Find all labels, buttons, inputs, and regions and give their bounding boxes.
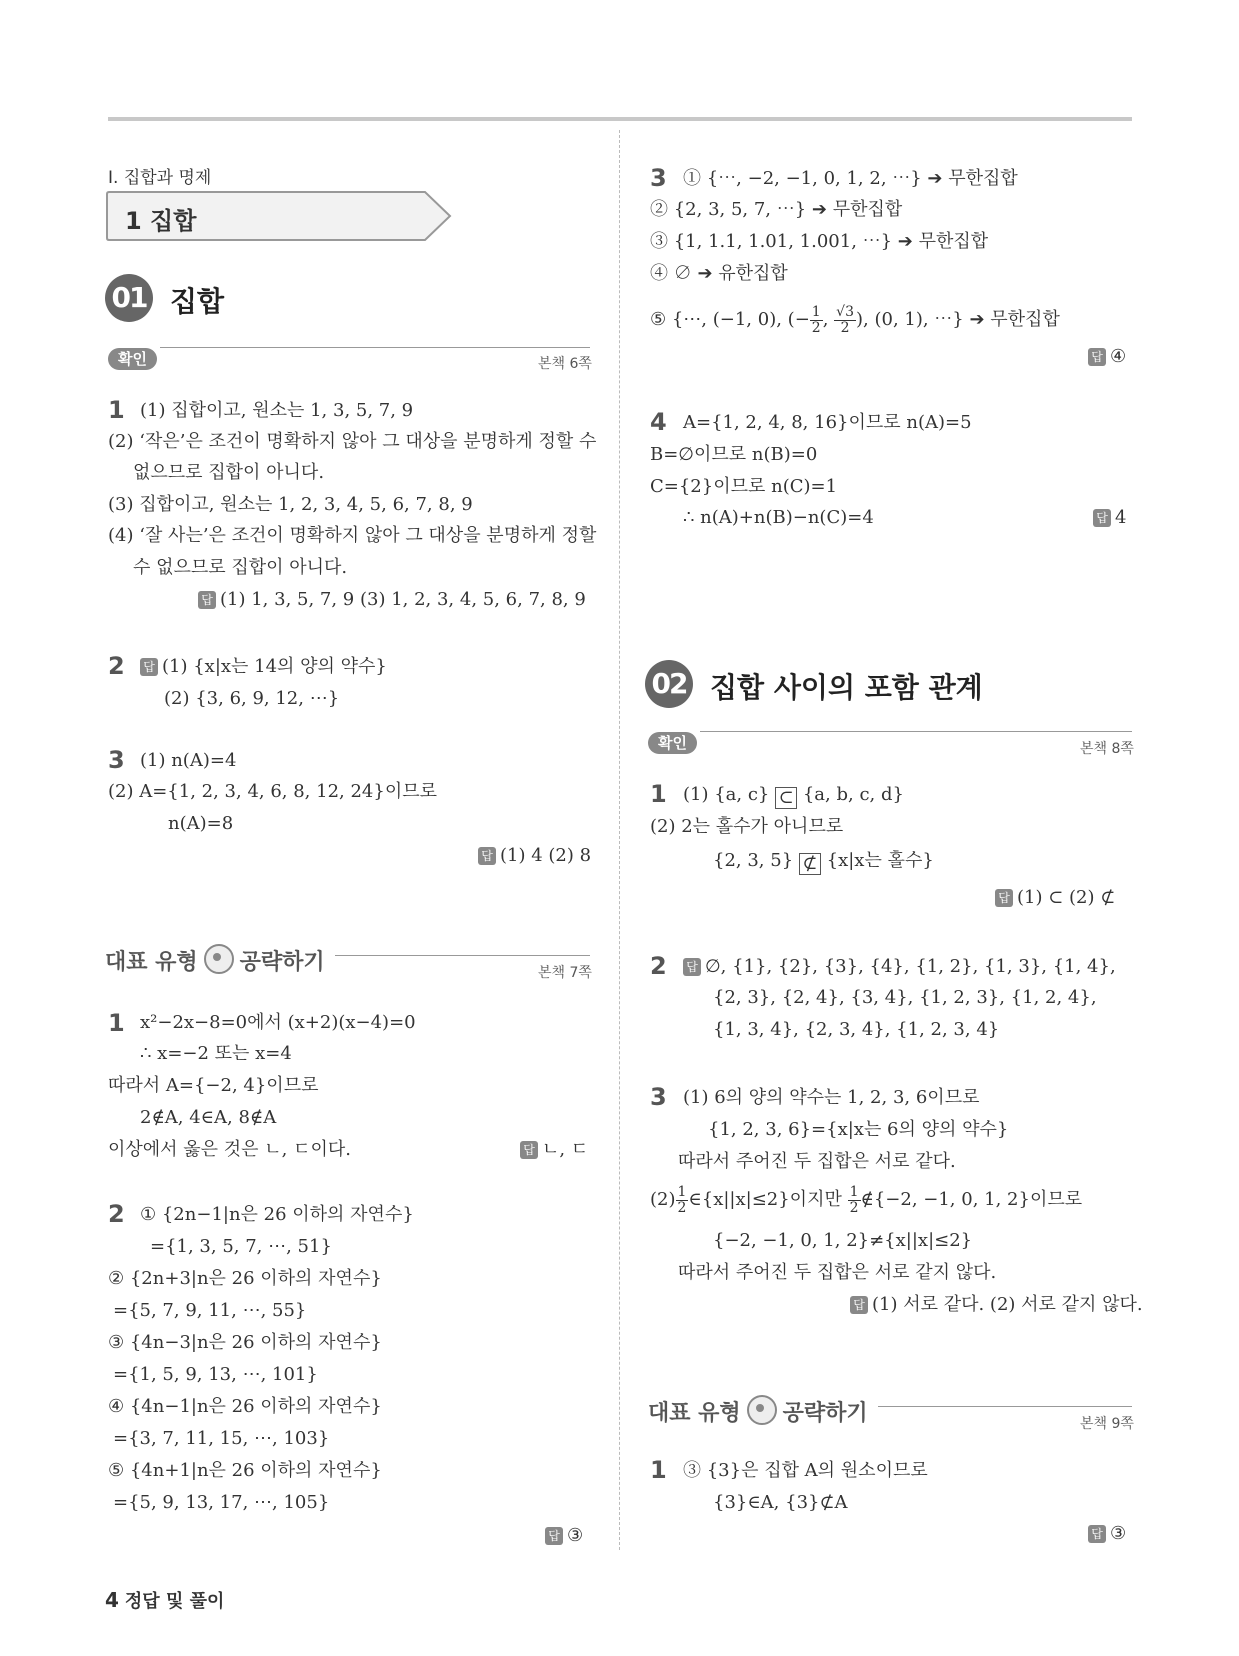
question-number: 2 (108, 1200, 125, 1228)
section-rule (160, 347, 590, 348)
solution-line: ∴ n(A)+n(B)−n(C)=4 (683, 507, 874, 528)
answer-icon: 답 (683, 958, 701, 976)
answer-icon: 답 (1088, 1525, 1106, 1543)
solution-line: ⑤ {4n+1|n은 26 이하의 자연수} (108, 1460, 382, 1481)
question-number: 4 (650, 408, 667, 436)
question-number: 3 (108, 746, 125, 774)
expr-part: ∈{x||x|≤2}이지만 (688, 1189, 842, 1210)
question-number: 1 (108, 396, 125, 424)
fraction (676, 1185, 689, 1216)
type-heading (105, 944, 325, 976)
question-number: 3 (650, 164, 667, 192)
answer-line (1088, 1523, 1126, 1545)
type-heading (648, 1395, 868, 1427)
page-footer (105, 1587, 224, 1613)
expr-part: ∉{−2, −1, 0, 1, 2}이므로 (860, 1189, 1083, 1210)
type-heading-post: 공략하기 (239, 950, 325, 975)
check-pill: 확인 (648, 732, 697, 754)
answer-line (1093, 507, 1126, 529)
solution-line: 따라서 A={−2, 4}이므로 (108, 1075, 319, 1096)
answer-icon: 답 (1093, 509, 1111, 527)
answer-icon: 답 (1088, 348, 1106, 366)
solution-line: ={5, 9, 13, 17, ⋯, 105} (113, 1492, 330, 1513)
answer-text: (1) 4 (2) 8 (500, 845, 592, 866)
solution-line (650, 302, 1060, 338)
type-heading-pre: 대표 유형 (648, 1401, 741, 1426)
page-number: 4 (105, 1588, 119, 1612)
denominator: 2 (849, 1199, 859, 1216)
solution-line: (1) n(A)=4 (140, 750, 237, 771)
solution-line: ③ {1, 1.1, 1.01, 1.001, ⋯} ➔ 무한집합 (650, 231, 989, 252)
solution-line: ③ {3}은 집합 A의 원소이므로 (683, 1460, 928, 1481)
answer-icon: 답 (140, 658, 158, 676)
chapter-label: Ⅰ. 집합과 명제 (108, 168, 212, 188)
expr-part: {2, 3, 5} (713, 850, 794, 871)
answer-icon: 답 (520, 1141, 538, 1159)
answer-text: (1) {x|x는 14의 양의 약수} (162, 656, 387, 677)
fraction (848, 1185, 861, 1216)
solution-line: ={1, 3, 5, 7, ⋯, 51} (150, 1236, 332, 1257)
solution-line: ① {⋯, −2, −1, 0, 1, 2, ⋯} ➔ 무한집합 (683, 168, 1018, 189)
type-rule (335, 955, 590, 956)
answer-text: {1, 3, 4}, {2, 3, 4}, {1, 2, 3, 4} (713, 1019, 1000, 1040)
section-title: 집합 사이의 포함 관계 (710, 671, 983, 704)
solution-line: (3) 집합이고, 원소는 1, 2, 3, 4, 5, 6, 7, 8, 9 (108, 494, 473, 515)
answer-line (198, 589, 586, 611)
top-rule (108, 117, 1132, 121)
section-rule (700, 731, 1132, 732)
expr-part: {a, b, c, d} (802, 784, 904, 805)
solution-line: {−2, −1, 0, 1, 2}≠{x||x|≤2} (713, 1230, 973, 1251)
numerator: √3 (836, 303, 854, 320)
answer-text: (1) 서로 같다. (2) 서로 같지 않다. (872, 1294, 1143, 1315)
section-number-badge: 02 (645, 660, 693, 708)
expr-part: ⑤ {⋯, (−1, 0), (− (650, 309, 810, 330)
solution-line (650, 1182, 1082, 1218)
answer-line (683, 956, 1116, 978)
answer-line (1088, 346, 1126, 368)
solution-line: {1, 2, 3, 6}={x|x는 6의 양의 약수} (708, 1119, 1009, 1140)
section-title: 집합 (170, 285, 225, 318)
question-number: 1 (650, 780, 667, 808)
solution-line: B=∅이므로 n(B)=0 (650, 444, 818, 465)
fraction (810, 305, 823, 336)
denominator: 2 (840, 319, 850, 336)
solution-line: 따라서 주어진 두 집합은 서로 같지 않다. (678, 1262, 997, 1283)
solution-line: C={2}이므로 n(C)=1 (650, 476, 838, 497)
answer-box: ⊂ (775, 787, 797, 809)
trophy-icon (747, 1395, 777, 1425)
solution-line: (2) 2는 홀수가 아니므로 (650, 816, 844, 837)
solution-line: (4) ‘잘 사는’은 조건이 명확하지 않아 그 대상을 분명하게 정할 (108, 525, 597, 546)
solution-line: (2) A={1, 2, 3, 4, 6, 8, 12, 24}이므로 (108, 781, 437, 802)
denominator: 2 (677, 1199, 687, 1216)
page-reference: 본책 7쪽 (538, 965, 592, 981)
solution-line (713, 850, 934, 875)
answer-line (478, 845, 591, 867)
question-number: 2 (108, 652, 125, 680)
solution-line: ③ {4n−3|n은 26 이하의 자연수} (108, 1332, 382, 1353)
expr-part: ), (0, 1), ⋯} ➔ 무한집합 (856, 309, 1060, 330)
solution-line: 수 없으므로 집합이 아니다. (133, 557, 348, 578)
solution-line: ={1, 5, 9, 13, ⋯, 101} (113, 1364, 318, 1385)
answer-text: ③ (1110, 1523, 1127, 1544)
type-rule (878, 1406, 1132, 1407)
answer-text: ㄴ, ㄷ (542, 1139, 589, 1160)
solution-line: A={1, 2, 4, 8, 16}이므로 n(A)=5 (683, 412, 972, 433)
solution-line (683, 784, 904, 809)
solution-line: n(A)=8 (168, 813, 234, 834)
solution-line: 2∉A, 4∈A, 8∉A (140, 1107, 277, 1128)
page-reference: 본책 9쪽 (1080, 1416, 1134, 1432)
numerator: 1 (849, 1183, 859, 1200)
solution-line: ={5, 7, 9, 11, ⋯, 55} (113, 1300, 307, 1321)
answer-line (545, 1525, 583, 1547)
numerator: 1 (677, 1183, 687, 1200)
solution-line: 따라서 주어진 두 집합은 서로 같다. (678, 1151, 956, 1172)
expr-part: (2) (650, 1189, 676, 1210)
solution-line: ④ ∅ ➔ 유한집합 (650, 263, 788, 284)
answer-icon: 답 (478, 847, 496, 865)
question-number: 1 (108, 1009, 125, 1037)
numerator: 1 (811, 303, 821, 320)
type-heading-pre: 대표 유형 (105, 950, 198, 975)
answer-text: 4 (1115, 507, 1127, 528)
solution-line: ∴ x=−2 또는 x=4 (140, 1043, 292, 1064)
solution-line: 없으므로 집합이 아니다. (133, 462, 325, 483)
answer-text: ∅, {1}, {2}, {3}, {4}, {1, 2}, {1, 3}, {1, 4}, (705, 956, 1116, 977)
answer-text: ③ (567, 1525, 584, 1546)
answer-icon: 답 (850, 1296, 868, 1314)
solution-line: ① {2n−1|n은 26 이하의 자연수} (140, 1204, 414, 1225)
solution-line: (1) 집합이고, 원소는 1, 3, 5, 7, 9 (140, 400, 414, 421)
fraction (834, 305, 856, 336)
answer-line (850, 1294, 1143, 1316)
question-number: 1 (650, 1456, 667, 1484)
solution-line: ④ {4n−1|n은 26 이하의 자연수} (108, 1396, 382, 1417)
answer-text: ④ (1110, 346, 1127, 367)
page-reference: 본책 6쪽 (538, 356, 592, 372)
solution-line: ② {2n+3|n은 26 이하의 자연수} (108, 1268, 382, 1289)
answer-text: (2) {3, 6, 9, 12, ⋯} (164, 688, 340, 709)
expr-part: , (822, 309, 829, 330)
solution-line: {3}∈A, {3}⊄A (713, 1492, 848, 1513)
expr-part: (1) {a, c} (683, 784, 770, 805)
question-number: 2 (650, 952, 667, 980)
solution-line: (1) 6의 양의 약수는 1, 2, 3, 6이므로 (683, 1087, 980, 1108)
chapter-title: 1 집합 (125, 207, 197, 235)
check-pill: 확인 (108, 348, 157, 370)
answer-icon: 답 (995, 889, 1013, 907)
column-divider (619, 130, 620, 1550)
question-number: 3 (650, 1083, 667, 1111)
answer-icon: 답 (545, 1527, 563, 1545)
footer-label: 정답 및 풀이 (124, 1591, 225, 1612)
answer-text: {2, 3}, {2, 4}, {3, 4}, {1, 2, 3}, {1, 2, 4}, (713, 987, 1097, 1008)
trophy-icon (204, 944, 234, 974)
denominator: 2 (811, 319, 821, 336)
solution-line: 이상에서 옳은 것은 ㄴ, ㄷ이다. (108, 1139, 351, 1160)
answer-line (520, 1139, 588, 1161)
answer-text: (1) 1, 3, 5, 7, 9 (3) 1, 2, 3, 4, 5, 6, 7, 8, 9 (220, 589, 586, 610)
section-number-badge: 01 (105, 274, 153, 322)
answer-box: ⊄ (799, 853, 821, 875)
solution-line: x²−2x−8=0에서 (x+2)(x−4)=0 (140, 1012, 416, 1033)
solution-line: ② {2, 3, 5, 7, ⋯} ➔ 무한집합 (650, 199, 903, 220)
solution-line: (2) ‘작은’은 조건이 명확하지 않아 그 대상을 분명하게 정할 수 (108, 431, 597, 452)
answer-icon: 답 (198, 591, 216, 609)
answer-text: (1) ⊂ (2) ⊄ (1017, 887, 1116, 908)
answer-line (995, 887, 1115, 909)
answer-line (140, 656, 387, 678)
page-reference: 본책 8쪽 (1080, 741, 1134, 757)
type-heading-post: 공략하기 (782, 1401, 868, 1426)
solution-line: ={3, 7, 11, 15, ⋯, 103} (113, 1428, 330, 1449)
expr-part: {x|x는 홀수} (826, 850, 934, 871)
